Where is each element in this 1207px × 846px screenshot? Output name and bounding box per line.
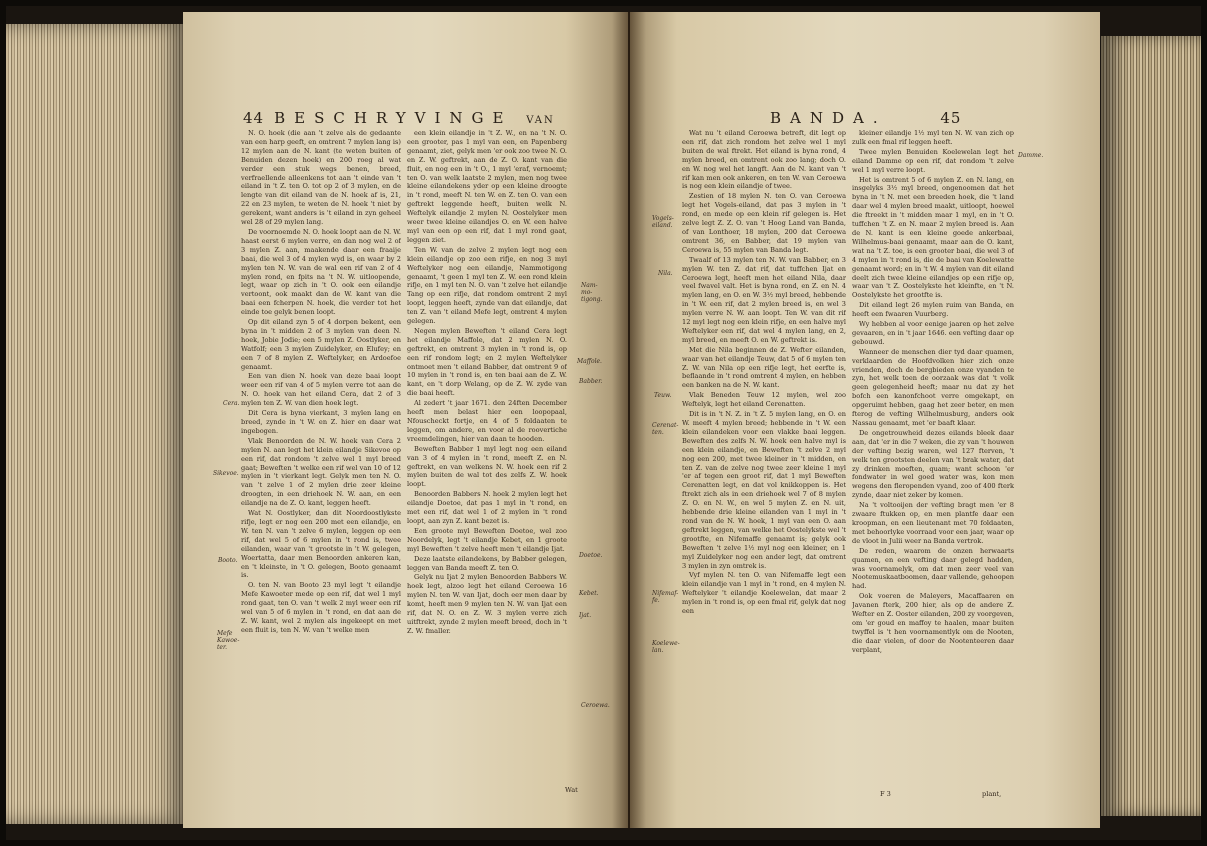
margin-note-teuw: Teuw. (654, 392, 672, 399)
paragraph: Negen mylen Beweften 't eiland Cera legt het eilandje Maffole, dat 2 mylen N. O. geftrekt, en omtrent 3 mylen in 't rond is, op een rif rondom legt; en 2 mylen Weftelyker ontmoet men 't eiland Babber, dat omtrent 9 of 10 mylen in 't rond is, en ten baai aan de Z. W. kant, en 't dorp Welang, op de Z. W. zyde van die baai heeft. (407, 326, 567, 398)
margin-note-booto: Booto. (218, 557, 238, 564)
margin-note-maffole: Maffole. (577, 358, 602, 365)
paragraph: Op dit eiland zyn 5 of 4 dorpen bekent, een byna in 't midden 2 of 3 mylen van deen N. hoek, Jobie Jodie; een 5 mylen Z. Oostlyker, en Watfolf; een 3 mylen Zuidelyker, en Elufey; en een 7 of 8 mylen Z. Weftelyker, en Ardoefoe genaamt. (241, 318, 401, 371)
paragraph: Beweften Babber 1 myl legt nog een eiland van 3 of 4 mylen in 't rond, meeft Z. en N. geftrekt, en van welkens N. W. hoek een rif 2 mylen buiten de wal tot des zelfs Z. W. hoek loopt. (407, 444, 567, 489)
paragraph: Wy hebben al voor eenige jaaren op het zelve gevaaren, en in 't jaar 1646. een vefting daar op gebouwd. (852, 320, 1014, 346)
paragraph: De reden, waarom de onzen herwaarts quamen, en een vefting daar gelegd hadden, was voornamelyk, om dat men zeer veel van Nootemuskaatboomen, daar vallende, gehoopen had. (852, 546, 1014, 591)
margin-note-vogels-eiland: Vogels- eiland. (652, 215, 674, 229)
right-header-title: BANDA. (770, 109, 887, 127)
right-page (630, 12, 1100, 828)
left-header-suffix: VAN (526, 115, 555, 126)
paragraph: Al zedert 't jaar 1671. den 24ften December heeft men belast hier een loopopaal, Nfouscheckt fortje, en 4 of 5 foldaaten te leggen, om andere, en voor al de roovertiche vreemdelingen, hier van daan te hooden. (407, 399, 567, 443)
paragraph: Vlak Beneden Teuw 12 mylen, wel zoo Weftelyk, legt het eiland Cerenatten. (682, 391, 846, 409)
paragraph: Met die Nila beginnen de Z. Wefter eilanden, waar van het eilandje Teuw, dat 5 of 6 mylen ten Z. W. van Nila op een rifje legt, het eerfte is, beflaande in 't rond omtrent 4 mylen, en hebben een banken na de N. W. kant. (682, 345, 846, 390)
margin-note-sikevoe: Sikevoe. (213, 470, 239, 477)
paragraph: O. ten N. van Booto 23 myl legt 't eilandje Mefe Kawoeter mede op een rif, dat wel 1 myl rond gaat, ten O. van 't welk 2 myl weer een rif wel van 5 of 6 mylen in 't rond, en dat aan de Z. W. kant, wel 2 mylen als ingekeept en met een fluit is, ten N. W. van 't welke men (241, 581, 401, 634)
margin-note-damme: Damme. (1018, 152, 1044, 159)
margin-note-nammotigong: Nam- mo- tigong. (581, 282, 603, 303)
paragraph: Wanneer de menschen dier tyd daar quamen, verklaarden de Hoofdvolken hier zich onze vrienden, doch de bergbieden onze vyanden te zyn, het welk toen de oorzaak was dat 't volk geen gelegenheid heeft; maar nu dat zy het bofch een kanonfchoot verre omgekapt, en opgeruimt hebben, gaag het zeer beter, en men fterog de vefting Wilhelmusburg, anders ook Nassau genaamt, met 'er baaft klaar. (852, 347, 1014, 427)
margin-note-koelewelan: Koelewe- lan. (652, 640, 680, 654)
paragraph: Het is omtrent 5 of 6 mylen Z. en N. lang, en insgelyks 3½ myl breed, ongenoomen dat het byna in 't N. met een breeden hoek, die 't land daar wel 4 mylen breed maakt, uitloopt, hoewel die ftreekt in 't midden maar 1 myl, en in 't O. tuffchen 't Z. en N. maar 2 mylen breed is. Aan de N. kant is een kleine goede ankerbaai, Wilhelmus-baai genaamt, maar aan de O. kant, wat na 't Z. toe, is een grooter baai, die wel 3 of 4 mylen in 't rond is, die de baai van Koelewatte genaamt word; en in 't W. 4 mylen van dit eiland deelt zich twee kleine eilandjes op een rifje op, waar van 't Z. Oostelykste het kleinfte, en 't N. Oostelykste het grootfte is. (852, 175, 1014, 300)
paragraph: N. O. hoek (die aan 't zelve als de gedaante van een harp geeft, en omtrent 7 mylen lang is) 12 mylen aan de N. kant (te weten buiten of Benuiden dezen hoek) en 200 roeg al wat verder een stuk wegs benen, breed, verfraellende alleenkens tot aan 't einde van 't eiland in 't Z. ten O. tot op 2 of 3 mylen, en de lengte van dit eiland van de N. hoek af is, 21, 22 en 23 mylen, te weten de N. hoek 't niet by gerekent, want anders is 't eiland in zyn geheel wel 28 of 29 mylen lang. (241, 129, 401, 227)
margin-note-ijat: Ijat. (579, 612, 592, 619)
left-header-title: BESCHRYVINGE (274, 109, 513, 127)
signature-mark: F 3 (880, 790, 891, 798)
paragraph: Twee mylen Benuiden Koelewelan legt het eiland Damme op een rif, dat rondom 't zelve wel 1 myl verre loopt. (852, 147, 1014, 174)
right-page-stack-edge (1101, 36, 1201, 816)
margin-note-kebet: Kebet. (579, 590, 599, 597)
left-column-1 (241, 129, 401, 787)
margin-note-ceroewa: Ceroewa. (581, 702, 610, 709)
margin-note-mefe-kawoeter: Mefe Kawoe- ter. (217, 630, 240, 651)
margin-note-doetoe: Doetoe. (579, 552, 603, 559)
margin-note-babber: Babber. (579, 378, 603, 385)
paragraph: Dit eiland legt 26 mylen ruim van Banda, en heeft een fwaaren Vuurberg. (852, 301, 1014, 319)
paragraph: kleiner eilandje 1½ myl ten N. W. van zich op zulk een fmal rif leggen heeft. (852, 129, 1014, 146)
paragraph: De voornoemde N. O. hoek loopt aan de N. W. haast eerst 6 mylen verre, en dan nog wel 2 of 3 mylen Z. aan, maakende daar een fraaije baai, die wel 3 of 4 mylen wyd is, en waar by 2 mylen ten N. W. van de wal een rif van 2 of 4 mylen rond, en fpits na 't N. W. uitloopende, legt, waar op zich in 't O. ook een eilandje vertoont, ook maakt dan de W. kant van die baai een fcherpen N. hoek, die verder tot het einde toe gelyk benen loopt. (241, 227, 401, 317)
paragraph: Ook voeren de Maleyers, Macaffaaren en Javanen fterk, 200 hier, als op de andere Z. Wefter en Z. Ooster eilanden, 200 zy voorgeven, om 'er goud en maffoy te haalen, maar buiten twyffel is 't hen voornamentlyk om de Nooten, die daar vielen, of door de Nootenteeren daar verplant, (852, 592, 1014, 654)
right-column-1 (682, 129, 846, 789)
left-running-head (243, 109, 555, 127)
paragraph: Wat nu 't eiland Ceroewa betreft, dit legt op een rif, dat zich rondom het zelve wel 1 myl buiten de wal ftrekt. Het eiland is byna rond, 4 mylen breed, en omtrent ook zoo lang; doch O. en W. nog wel het langft. Aan de N. kant van 't rif kan men ook ankeren, en ten W. van Ceroewa is nog een klein eilandje of twee. (682, 129, 846, 191)
paragraph: Ten W. van de zelve 2 mylen legt nog een klein eilandje op zoo een rifje, en nog 3 myl Weftelyker nog een eilandje, Nammotigong genaamt, 't geen 1 myl ten Z. W. een rond klein rifje, en 1 myl ten N. O. van 't zelve het eilandje Tang op een rifje, dat rondom omtrent 2 myl loopt, leggen heeft, zynde van dat eilandje, dat ten Z. van 't eiland Mefe legt, omtrent 4 mylen gelegen. (407, 245, 567, 326)
paragraph: Benoorden Babbers N. hoek 2 mylen legt het eilandje Doetoe, dat pas 1 myl in 't rond, en met een rif, dat wel 1 of 2 mylen in 't rond loopt, aan zyn Z. kant bezet is. (407, 490, 567, 525)
right-running-head (770, 109, 971, 127)
right-catchword: plant, (982, 790, 1002, 798)
paragraph: Deze laatste eilandekens, by Babber gelegen, leggen van Banda meeft Z. ten O. (407, 554, 567, 572)
paragraph: Vlak Benoorden de N. W. hoek van Cera 2 mylen N. aan legt het klein eilandje Sikevoe op een rif, dat rondom 't zelve wel 1 myl breed gaat; Beweften 't welke een rif wel van 10 of 12 mylen in 't vierkant legt. Gelyk men ten N. O. van 't zelve 1 of 2 mylen drie zeer kleine droogten, in een driehoek N. W. aan, en een eilandje na de Z. O. kant, leggen heeft. (241, 436, 401, 508)
margin-note-nila: Nila. (658, 270, 673, 277)
left-page (183, 12, 628, 828)
paragraph: Zestien of 18 mylen N. ten O. van Ceroewa legt het Vogels-eiland, dat pas 3 mylen in 't rond, en mede op een klein rif gelegen is. Het zelve legt Z. Z. O. van 't Hoog Land van Banda, of van Lonthoer, 18 mylen, 200 dat Ceroewa omtrent 36, en Babber, dat 19 mylen van Ceroewa is, 55 mylen van Banda legt. (682, 192, 846, 254)
paragraph: Na 't voltooijen der vefting bragt men 'er 8 zwaare ftukken op, en men plantfe daar een kroopman, en een lieutenant met 70 foldaaten, met behoorlyke voorraad voor een jaar, waar op de vloot in Julii weer na Banda vertrok. (852, 501, 1014, 545)
margin-note-cerenatten: Cerenat- ten. (652, 422, 679, 436)
left-page-stack-edge (6, 24, 191, 824)
margin-note-cera: Cera. (223, 400, 240, 407)
paragraph: een klein eilandje in 't Z. W., en na 't N. O. een grooter, pas 1 myl van een, en Papenberg genaamt, ziet, gelyk men 'er ook zoo twee N. O. en Z. W. geftrekt, aan de Z. O. kant van die fluit, en nog een in 't O., 1 myl 'eraf, vernoemt; ten O. van welk laatste 2 mylen, men nog twee kleine eilandekens yder op een kleine droogte in 't rond, meeft N. ten W. en Z. ten O. van een geftrekt leggende heeft, buiten welk N. Weftelyk eilandje 2 mylen N. Oostelyker men weer twee kleine eilandjes O. en W. een halve myl van een op een rif, dat 1 myl rond gaat, leggen ziet. (407, 129, 567, 244)
paragraph: Gelyk nu Ijat 2 mylen Benoorden Babbers W. hoek legt, alzoo legt het eiland Ceroewa 16 mylen N. ten W. van Ijat, doch eer men daar by komt, heeft men 9 mylen ten N. W. van Ijat een rif, dat N. O. en Z. W. 3 mylen verre zich uitftrekt, zynde 2 mylen meeft breed, doch in 't Z. W. fmaller. (407, 573, 567, 635)
left-page-number: 44 (243, 109, 265, 127)
right-page-number: 45 (940, 109, 962, 127)
paragraph: Dit is in 't N. Z. in 't Z. 5 mylen lang, en O. en W. meeft 4 mylen breed; hebbende in 't W. een klein eilandeken voor een vlakke baai leggen. Beweften des zelfs N. W. hoek een halve myl is een klein eilandje, en Beweften 't zelve 2 myl nog een 200, met twee kleiner in 't midden, en ten Z. van de zelve nog twee zeer kleine 1 myl 'er af tegen een groot rif, dat 1 myl Beweften Cerenatten legt, en dat vol knikkoppen is. Het ftrekt zich als in een driehoek wel 7 of 8 mylen Z. O. en N. W., en wel 5 mylen Z. en N. uit, hebbende drie kleine eilanden van 1 myl in 't rond van de N. W. hoek, 1 myl van een O. aan geftrekt leggen, van welke het Oostelykste wel 't grootfte, en Nifemaffe genaamt is; gelyk ook Beweften 't zelve 1½ myl nog een kleiner, en 1 myl Zuidelyker nog een ander legt, dat omtrent 3 mylen in zyn omtrek is. (682, 410, 846, 570)
paragraph: Een van dien N. hoek van deze baai loopt weer een rif van 4 of 5 mylen verre tot aan de N. O. hoek van het eiland Cera, dat 2 of 3 mylen ten Z. W. van dien hoek legt. (241, 372, 401, 408)
margin-note-nifemaffe: Nifemaf- fe. (652, 590, 679, 604)
paragraph: De ongetrouwheid dezes eilands bleek daar aan, dat 'er in die 7 weken, die zy van 't houwen der vefting bezig waren, wel 127 fterven, 't welk ten grootsten deelen van 't brak water, dat zy drinken moeften, quam; want schoon 'er fondwater in wel goed water was, kon men wegens den fleropenden vyand, zoo of 400 fterk zynde, daar niet zeker by komen. (852, 428, 1014, 500)
paragraph: Twaalf of 13 mylen ten N. W. van Babber, en 3 mylen W. ten Z. dat rif, dat tuffchen Ijat en Ceroewa legt, heeft men het eiland Nila, daar veel fwavel valt. Het is byna rond, en Z. en N. 4 mylen lang, en O. en W. 3½ myl breed, hebbende in 't W. een rif, dat 2 mylen breed is, en wel 3 mylen verre N. W. aan loopt. Ten W. van dit rif 12 myl legt nog een klein rifje, en een halve myl Weftelyker een rif, dat wel 4 mylen lang, en 2, myl breed, en meeft O. en W. geftrekt is. (682, 255, 846, 344)
book-gutter (612, 12, 646, 828)
right-column-2 (852, 129, 1014, 789)
paragraph: Een groote myl Beweften Doetoe, wel zoo Noordelyk, legt 't eilandje Kebet, en 1 groote myl Beweften 't zelve heeft men 't eilandje Ijat. (407, 526, 567, 553)
left-column-2 (407, 129, 567, 779)
paragraph: Wat N. Oostlyker, dan dit Noordoostlykste rifje, legt er nog een 200 met een eilandje, en W. ten N. van 't zelve 6 mylen, leggen op een rif, dat wel 5 of 6 mylen in 't rond is, twee eilanden, waar van 't grootste in 't W. gelegen, Woertatta, daar men Benoorden ankeren kan, en 't kleinste, in 't O. gelegen, Booto genaamt is. (241, 509, 401, 580)
left-catchword: Wat (565, 786, 578, 794)
paragraph: Dit Cera is byna vierkant, 3 mylen lang en breed, zynde in 't W. en Z. hier en daar wat ingebogen. (241, 409, 401, 435)
paragraph: Vyf mylen N. ten O. van Nifemaffe legt een klein eilandje van 1 myl in 't rond, en 4 mylen N. Weftelyker 't eilandje Koelewelan, dat maar 2 mylen in 't rond is, op een fmal rif, gelyk dat nog een (682, 571, 846, 616)
